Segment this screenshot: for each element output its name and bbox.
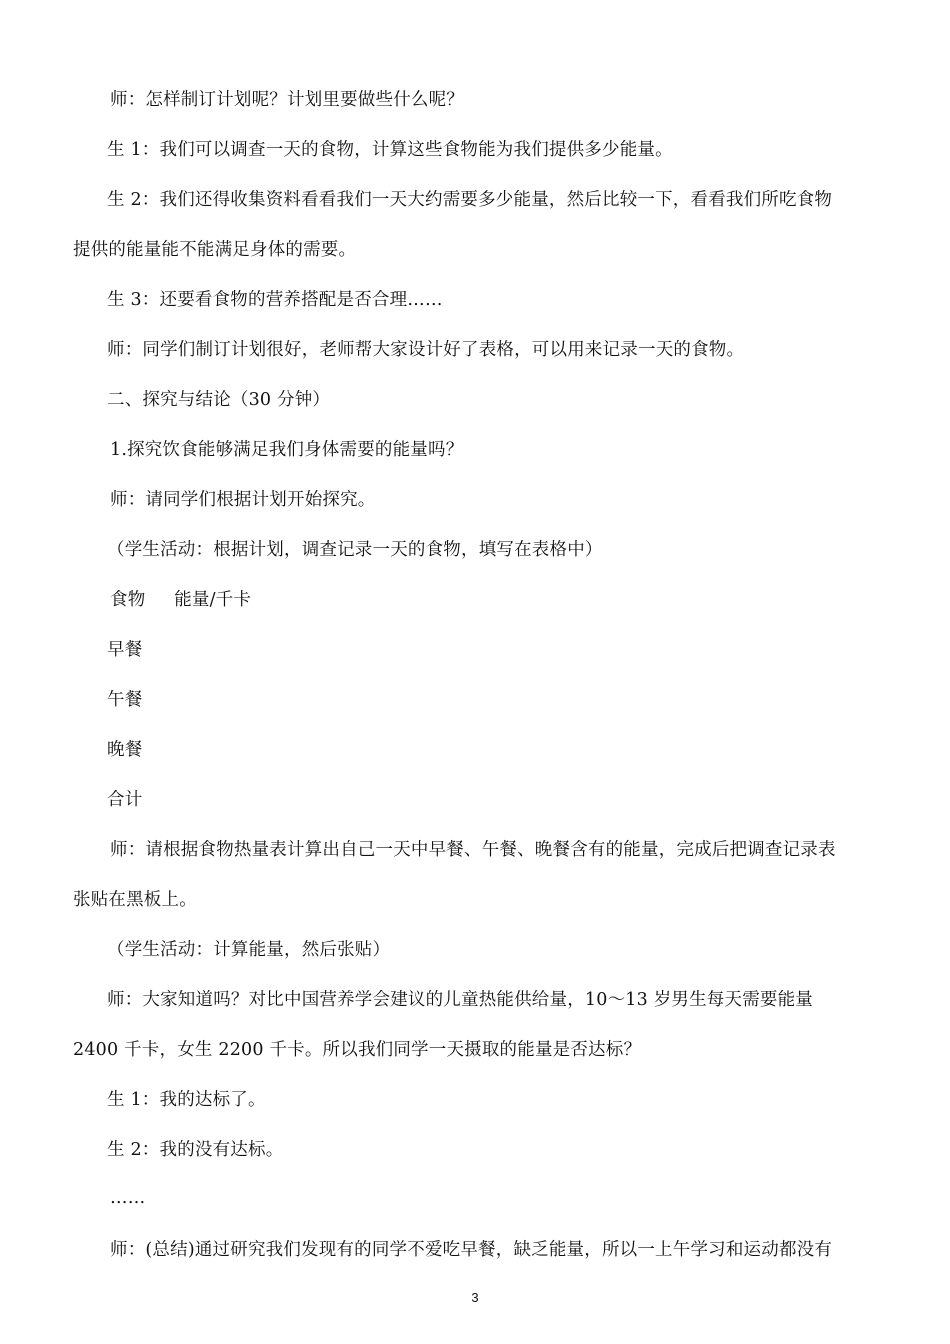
text-line: 师：请根据食物热量表计算出自己一天中早餐、午餐、晚餐含有的能量，完成后把调查记录表 bbox=[110, 840, 836, 860]
table-row-label: 早餐 bbox=[107, 640, 143, 660]
text-line: 张贴在黑板上。 bbox=[73, 890, 197, 910]
text-line: 生 3：还要看食物的营养搭配是否合理…… bbox=[107, 290, 443, 310]
text-line: 提供的能量能不能满足身体的需要。 bbox=[73, 240, 357, 260]
text-line: 师：大家知道吗？对比中国营养学会建议的儿童热能供给量，10～13 岁男生每天需要能量 bbox=[107, 990, 813, 1010]
text-line: 生 2：我们还得收集资料看看我们一天大约需要多少能量，然后比较一下，看看我们所吃食物 bbox=[107, 190, 833, 210]
page-number: 3 bbox=[471, 1290, 479, 1305]
table-header: 食物 能量/千卡 bbox=[110, 590, 252, 610]
text-line: 师：请同学们根据计划开始探究。 bbox=[110, 490, 376, 510]
table-row-label: 晚餐 bbox=[107, 740, 143, 760]
text-line: 生 1：我们可以调查一天的食物，计算这些食物能为我们提供多少能量。 bbox=[107, 140, 673, 160]
text-line: …… bbox=[110, 1188, 146, 1208]
text-line: 师：同学们制订计划很好，老师帮大家设计好了表格，可以用来记录一天的食物。 bbox=[107, 340, 745, 360]
text-line: 师：怎样制订计划呢？计划里要做些什么呢？ bbox=[110, 90, 464, 110]
section-heading: 二、探究与结论（30 分钟） bbox=[107, 390, 331, 410]
text-line: 2400 千卡，女生 2200 千卡。所以我们同学一天摄取的能量是否达标？ bbox=[73, 1040, 642, 1060]
table-row-label: 午餐 bbox=[107, 690, 143, 710]
text-line: （学生活动：计算能量，然后张贴） bbox=[107, 940, 391, 960]
text-line: 生 2：我的没有达标。 bbox=[107, 1140, 284, 1160]
table-row-label: 合计 bbox=[107, 790, 143, 810]
text-line: 生 1：我的达标了。 bbox=[107, 1090, 266, 1110]
text-line: （学生活动：根据计划，调查记录一天的食物，填写在表格中） bbox=[107, 540, 603, 560]
subsection-heading: 1.探究饮食能够满足我们身体需要的能量吗？ bbox=[110, 440, 464, 460]
text-line: 师：(总结)通过研究我们发现有的同学不爱吃早餐，缺乏能量，所以一上午学习和运动都没有 bbox=[110, 1240, 833, 1260]
